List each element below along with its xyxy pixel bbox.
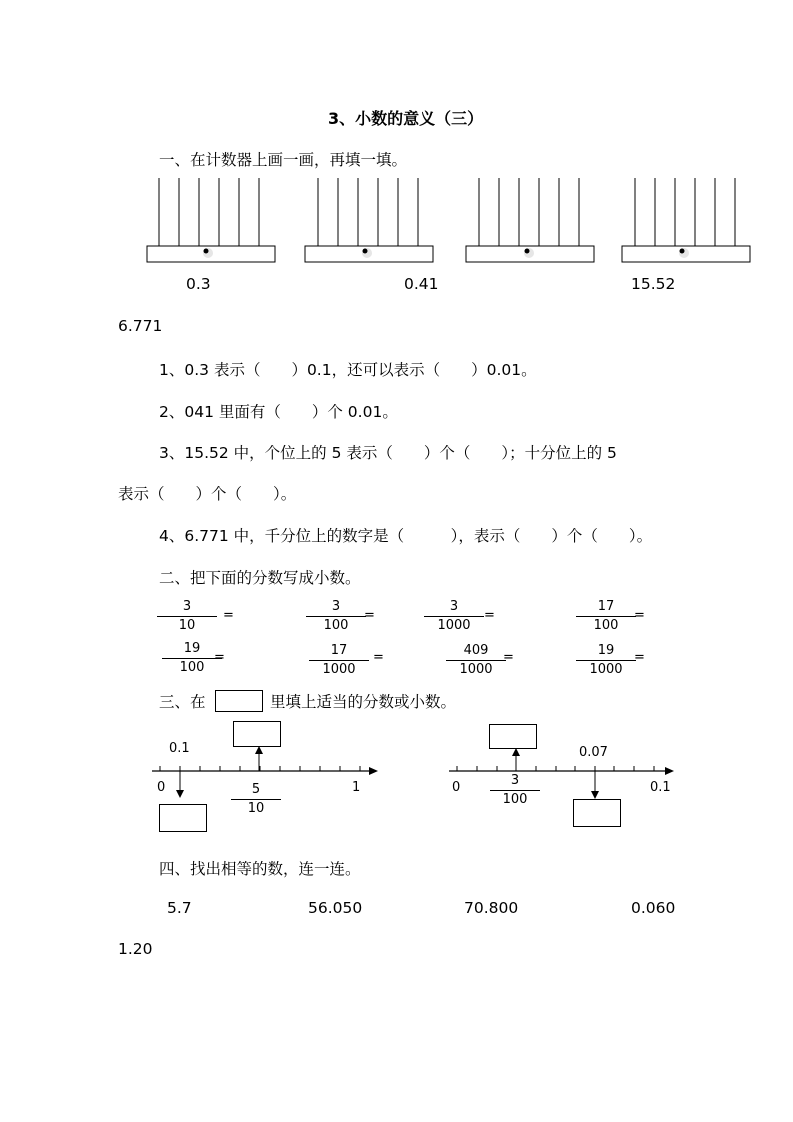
fraction-7 [446,643,506,678]
line1-answer-box-top[interactable] [233,721,281,747]
line1-end-label: 1 [352,780,361,795]
abacus-label-3: 15.52 [631,275,676,293]
abacus-2 [305,178,433,262]
fraction-6-num: 17 [330,643,348,658]
line1-answer-box-bottom[interactable] [159,804,207,832]
section-2-heading: 二、把下面的分数写成小数。 [159,569,361,587]
fraction-1-den: 10 [178,618,196,633]
match-number-3[interactable]: 70.800 [464,899,519,917]
question-3-cont: 表示（ ）个（ ）。 [118,485,297,503]
fraction-5-den: 100 [179,660,205,675]
fraction-3 [424,599,484,634]
section-3-heading-start: 三、在 [159,693,206,711]
fraction-4 [576,599,636,634]
match-number-2[interactable]: 56.050 [308,899,363,917]
abacus-label-2: 0.41 [404,275,439,293]
line2-answer-box-bottom[interactable] [573,799,621,827]
match-number-1[interactable]: 5.7 [167,899,192,917]
fraction-7-den: 1000 [459,662,493,677]
example-answer-box [215,690,263,712]
equals-4: = [634,608,645,623]
question-3: 3、15.52 中，个位上的 5 表示（ ）个（ ）；十分位上的 5 [159,444,617,462]
fraction-4-den: 100 [593,618,619,633]
equals-3: = [484,608,495,623]
fraction-1 [157,599,217,634]
section-1-heading: 一、在计数器上画一画，再填一填。 [159,151,408,169]
section-4-heading: 四、找出相等的数，连一连。 [159,860,361,878]
fraction-8 [576,643,636,678]
line2-start-label: 0 [452,780,461,795]
line1-fraction-num: 5 [251,782,261,797]
number-line-2 [449,748,674,799]
equals-8: = [634,650,645,665]
fraction-1-num: 3 [182,599,192,614]
line1-start-label: 0 [157,780,166,795]
page-title: 3、小数的意义（三） [328,109,484,128]
question-4: 4、6.771 中，千分位上的数字是（ ），表示（ ）个（ ）。 [159,527,653,545]
abacus-label-1: 0.3 [186,275,211,293]
fraction-2-den: 100 [323,618,349,633]
fraction-5 [162,641,222,676]
abacus-4 [622,178,750,262]
line2-fraction-den: 100 [502,792,528,807]
fraction-6-den: 1000 [322,662,356,677]
fraction-6 [309,643,369,678]
fraction-7-num: 409 [463,643,489,658]
fraction-3-den: 1000 [437,618,471,633]
fraction-2 [306,599,366,634]
question-2: 2、041 里面有（ ）个 0.01。 [159,403,398,421]
abacus-3 [466,178,594,262]
line1-fraction-den: 10 [247,801,265,816]
line2-fraction-num: 3 [510,773,520,788]
equals-2: = [364,608,375,623]
line2-end-label: 0.1 [650,780,671,795]
equals-1: = [223,608,234,623]
fraction-4-num: 17 [597,599,615,614]
equals-6: = [373,650,384,665]
fraction-3-num: 3 [449,599,459,614]
fraction-8-den: 1000 [589,662,623,677]
line2-answer-box-top[interactable] [489,724,537,749]
fraction-2-num: 3 [331,599,341,614]
equals-5: = [214,650,225,665]
abacus-1 [147,178,275,262]
match-number-4[interactable]: 0.060 [631,899,676,917]
line1-fraction [231,782,281,817]
match-number-5[interactable]: 1.20 [118,940,153,958]
line1-marked-value: 0.1 [169,741,190,756]
section-3-heading-end: 里填上适当的分数或小数。 [270,693,457,711]
fraction-8-num: 19 [597,643,615,658]
fraction-5-num: 19 [183,641,201,656]
line2-fraction [490,773,540,808]
question-1: 1、0.3 表示（ ）0.1，还可以表示（ ）0.01。 [159,361,537,379]
abacus-label-4: 6.771 [118,317,163,335]
equals-7: = [503,650,514,665]
line2-marked-value: 0.07 [579,745,608,760]
